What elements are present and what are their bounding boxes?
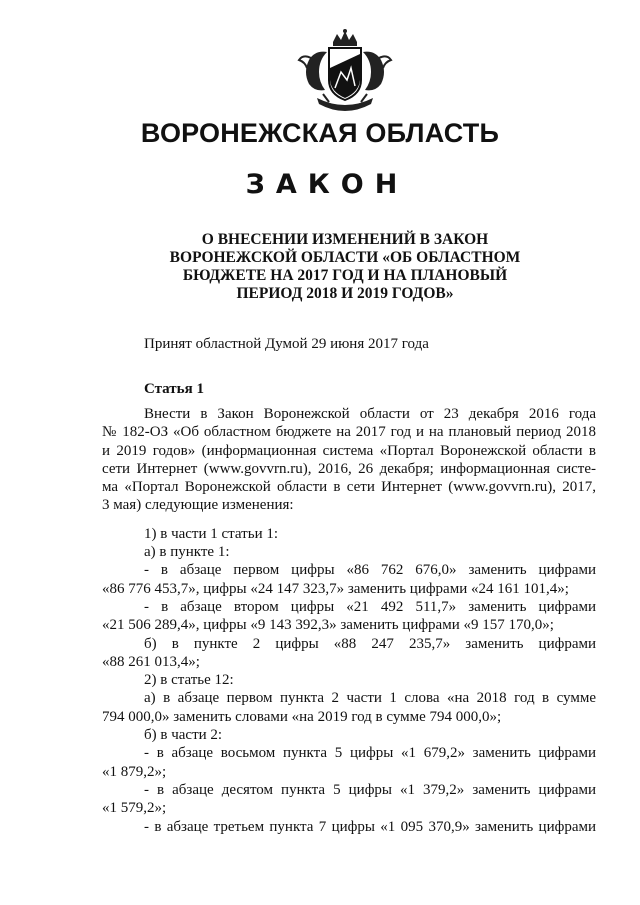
amendment-line: 2) в статье 12: <box>144 672 234 689</box>
law-title-line: ПЕРИОД 2018 И 2019 ГОДОВ» <box>236 285 454 302</box>
body-line: и 2019 годов» (информационная система «Портал Воронежской области в <box>102 442 596 459</box>
amendment-line: - в абзаце первом цифры «86 762 676,0» заменить цифрами <box>144 562 596 579</box>
amendment-line: б) в пункте 2 цифры «88 247 235,7» заменить цифрами <box>144 635 596 652</box>
body-line: Внести в Закон Воронежской области от 23 декабря 2016 года <box>144 406 596 422</box>
amendment-line: б) в части 2: <box>144 727 223 744</box>
amendment-line: - в абзаце десятом пункта 5 цифры «1 379,2» заменить цифрами <box>144 781 596 798</box>
law-title <box>150 231 540 303</box>
amendment-line: - в абзаце третьем пункта 7 цифры «1 095 370,9» заменить цифрами <box>144 818 596 835</box>
amendment-line: - в абзаце втором цифры «21 492 511,7» заменить цифрами <box>144 598 596 615</box>
article-heading: Статья 1 <box>144 381 204 397</box>
law-title-line: БЮДЖЕТЕ НА 2017 ГОД И НА ПЛАНОВЫЙ <box>182 267 508 284</box>
amendment-line: «1 879,2»; <box>102 763 167 780</box>
article-intro <box>102 405 596 515</box>
amendment-line: «21 506 289,4», цифры «9 143 392,3» заменить цифрами «9 157 170,0»; <box>102 617 554 634</box>
body-line: 3 мая) следующие изменения: <box>102 497 294 514</box>
law-title-line: ВОРОНЕЖСКОЙ ОБЛАСТИ «ОБ ОБЛАСТНОМ <box>169 249 521 266</box>
amendment-line: - в абзаце восьмом пункта 5 цифры «1 679,2» заменить цифрами <box>144 745 596 762</box>
law-title-line: О ВНЕСЕНИИ ИЗМЕНЕНИЙ В ЗАКОН <box>201 231 489 248</box>
coat-of-arms-icon <box>289 28 401 116</box>
body-line: № 182-ОЗ «Об областном бюджете на 2017 год и на плановый период 2018 <box>102 424 596 441</box>
body-line: сети Интернет (www.govvrn.ru), 2016, 26 декабря; информационная систе- <box>102 460 596 477</box>
amendment-line: 794 000,0» заменить словами «на 2019 год в сумме 794 000,0»; <box>102 708 502 725</box>
amendment-line: «88 261 013,4»; <box>102 653 200 670</box>
amendment-line: а) в пункте 1: <box>144 544 230 561</box>
amendment-line: «1 579,2»; <box>102 800 167 817</box>
body-line: ма «Портал Воронежской области в сети Интернет (www.govvrn.ru), 2017, <box>102 479 596 496</box>
amendment-line: «86 776 453,7», цифры «24 147 323,7» заменить цифрами «24 161 101,4»; <box>102 580 569 597</box>
document-type: ЗАКОН <box>245 169 409 200</box>
article-body <box>102 405 596 836</box>
amendment-line: а) в абзаце первом пункта 2 части 1 слова «на 2018 год в сумме <box>144 690 596 707</box>
adoption-date: Принят областной Думой 29 июня 2017 года <box>144 336 429 352</box>
amendment-line: 1) в части 1 статьи 1: <box>144 525 279 542</box>
region-name: ВОРОНЕЖСКАЯ ОБЛАСТЬ <box>140 118 500 148</box>
amendment-list <box>102 525 596 836</box>
